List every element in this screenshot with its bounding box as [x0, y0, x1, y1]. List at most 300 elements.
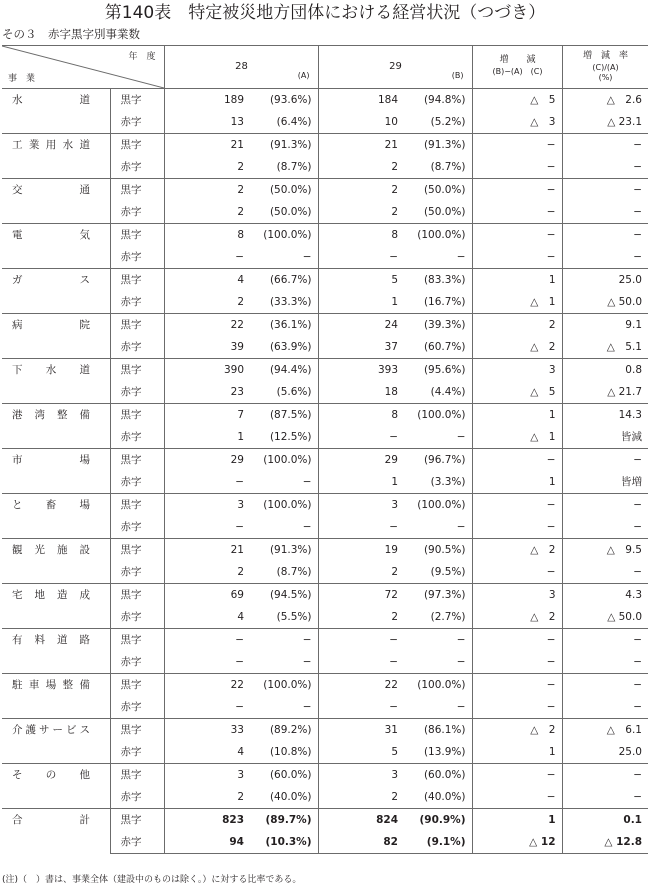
kind-cell: 黒字 [110, 764, 164, 787]
percent-29-cell: (9.1%) [398, 831, 472, 854]
diff-cell: △ 12 [472, 831, 562, 854]
table-row [2, 134, 648, 157]
rate-cell: − [562, 629, 648, 652]
business-name [12, 359, 90, 381]
rate-cell: 4.3 [562, 584, 648, 607]
diff-cell: 3 [472, 584, 562, 607]
kind-cell: 黒字 [110, 809, 164, 832]
diff-cell: 1 [472, 809, 562, 832]
business-name-cell [2, 449, 110, 494]
diff-cell: − [472, 674, 562, 697]
rate-cell: − [633, 566, 642, 578]
value-28-cell: 2 [237, 296, 244, 308]
table-row [2, 719, 648, 742]
business-name-char: 整 [57, 409, 68, 421]
kind-cell: 赤字 [110, 831, 164, 854]
value-29-cell: 1 [391, 476, 398, 488]
header-diff [472, 46, 562, 89]
rate-cell: − [633, 521, 642, 533]
value-28-cell: 3 [164, 764, 244, 787]
diff-cell: 1 [472, 404, 562, 427]
diff-cell: − [472, 156, 562, 179]
value-28-cell: − [164, 629, 244, 652]
kind-cell: 黒字 [110, 674, 164, 697]
diff-cell: − [472, 179, 562, 202]
business-name-char: 備 [79, 409, 90, 421]
business-name [12, 179, 90, 201]
business-name-char: と [12, 499, 23, 511]
table-row [2, 359, 648, 382]
value-29-cell: 10 [384, 116, 398, 128]
kind-cell: 赤字 [110, 696, 164, 719]
rate-cell: 皆増 [621, 476, 642, 488]
value-28-cell: 2 [237, 791, 244, 803]
kind-cell: 赤字 [110, 381, 164, 404]
percent-28-cell: (89.2%) [244, 719, 318, 742]
table-row [2, 179, 648, 202]
business-name-char: 道 [57, 634, 68, 646]
header-28-label: 28 [235, 61, 248, 72]
business-name-cell [2, 269, 110, 314]
value-29-cell: 3 [318, 764, 398, 787]
kind-cell: 黒字 [110, 89, 164, 112]
rate-cell: − [562, 449, 648, 472]
value-29-cell: 37 [384, 341, 398, 353]
value-29-cell: 21 [318, 134, 398, 157]
percent-29-cell: (96.7%) [398, 449, 472, 472]
business-name-char: 場 [45, 679, 57, 691]
rate-cell: 25.0 [618, 746, 642, 758]
percent-28-cell: (36.1%) [244, 314, 318, 337]
kind-cell: 黒字 [110, 629, 164, 652]
kind-cell: 黒字 [110, 179, 164, 202]
rate-cell: − [562, 674, 648, 697]
diff-cell: − [472, 651, 562, 674]
rate-cell: − [633, 206, 642, 218]
business-name [12, 539, 90, 561]
kind-cell: 赤字 [110, 291, 164, 314]
diff-cell: − [472, 134, 562, 157]
diff-cell: − [472, 516, 562, 539]
business-name-char: 整 [62, 679, 74, 691]
value-28-cell: 390 [164, 359, 244, 382]
header-29 [318, 46, 472, 89]
business-name-char: そ [12, 769, 23, 781]
table-row [2, 674, 648, 697]
value-28-cell: 2 [164, 179, 244, 202]
business-name-cell [2, 719, 110, 764]
percent-28-cell: (94.5%) [244, 584, 318, 607]
value-29-cell: 8 [318, 404, 398, 427]
value-29-cell: 2 [391, 611, 398, 623]
diff-cell: △ 3 [472, 111, 562, 134]
rate-cell: △ 50.0 [607, 296, 642, 308]
rate-cell: △ 6.1 [562, 719, 648, 742]
business-name-cell [2, 179, 110, 224]
business-name-char: 地 [34, 589, 45, 601]
rate-cell: 0.1 [562, 809, 648, 832]
value-29-cell: 2 [391, 791, 398, 803]
kind-cell: 赤字 [110, 426, 164, 449]
business-name-char: 湾 [34, 409, 45, 421]
kind-cell: 赤字 [110, 156, 164, 179]
value-28-cell: 189 [164, 89, 244, 112]
percent-28-cell: (5.5%) [244, 606, 318, 629]
percent-29-cell: (91.3%) [398, 134, 472, 157]
business-count-table [2, 45, 648, 854]
value-28-cell: − [235, 656, 244, 668]
diff-cell: △ 2 [472, 336, 562, 359]
value-28-cell: 2 [237, 566, 244, 578]
value-28-cell: 4 [237, 611, 244, 623]
business-name-cell [2, 224, 110, 269]
percent-28-cell: (93.6%) [244, 89, 318, 112]
value-28-cell: 4 [237, 746, 244, 758]
diff-cell: 3 [472, 359, 562, 382]
business-name-char: 護 [25, 724, 36, 736]
value-28-cell: 21 [164, 134, 244, 157]
value-28-cell: 1 [237, 431, 244, 443]
value-28-cell: 22 [164, 674, 244, 697]
value-29-cell: 3 [318, 494, 398, 517]
kind-cell: 赤字 [110, 786, 164, 809]
value-29-cell: 22 [318, 674, 398, 697]
value-29-cell: 824 [318, 809, 398, 832]
diff-cell: − [472, 764, 562, 787]
percent-28-cell: (50.0%) [244, 179, 318, 202]
value-29-cell: − [389, 656, 398, 668]
percent-29-cell: − [398, 426, 472, 449]
diff-cell: △ 2 [472, 539, 562, 562]
business-name [12, 134, 90, 156]
kind-cell: 黒字 [110, 269, 164, 292]
business-name-char: 合 [12, 814, 23, 826]
business-name-char: 業 [28, 139, 40, 151]
business-name [12, 719, 90, 741]
business-name-char: 水 [62, 139, 74, 151]
business-name-char: 畜 [45, 499, 57, 511]
value-29-cell: 2 [318, 179, 398, 202]
business-name-char: ガ [12, 274, 23, 286]
business-name-char: 有 [12, 634, 23, 646]
percent-28-cell: (40.0%) [244, 786, 318, 809]
business-name-char: 場 [79, 454, 90, 466]
value-29-cell: 393 [318, 359, 398, 382]
value-28-cell: 23 [230, 386, 244, 398]
business-name-char: 電 [12, 229, 23, 241]
kind-cell: 赤字 [110, 111, 164, 134]
percent-29-cell: (100.0%) [398, 404, 472, 427]
rate-cell: − [562, 494, 648, 517]
rate-cell: − [633, 161, 642, 173]
value-28-cell: 13 [230, 116, 244, 128]
corner-year-label: 年 度 [128, 52, 156, 62]
percent-28-cell: (66.7%) [244, 269, 318, 292]
business-name-char: 宅 [12, 589, 23, 601]
table-header-row [2, 46, 648, 89]
business-name-char: 交 [12, 184, 23, 196]
business-name-char: 計 [79, 814, 90, 826]
business-name-char: 路 [79, 634, 90, 646]
business-name-char: 料 [34, 634, 45, 646]
kind-cell: 赤字 [110, 651, 164, 674]
value-28-cell: 94 [164, 831, 244, 854]
header-rate [562, 46, 648, 89]
business-name-char: 市 [12, 454, 23, 466]
business-name-char: ビ [66, 724, 77, 736]
value-28-cell: 33 [164, 719, 244, 742]
diff-cell: − [472, 494, 562, 517]
kind-cell: 赤字 [110, 471, 164, 494]
value-29-cell: 1 [391, 296, 398, 308]
percent-29-cell: (100.0%) [398, 224, 472, 247]
percent-29-cell: (97.3%) [398, 584, 472, 607]
kind-cell: 黒字 [110, 314, 164, 337]
rate-cell: − [562, 134, 648, 157]
percent-29-cell: (60.7%) [398, 336, 472, 359]
table-row [2, 629, 648, 652]
percent-28-cell: (100.0%) [244, 449, 318, 472]
corner-business-label: 事 業 [8, 74, 36, 84]
business-name [12, 224, 90, 246]
business-name-cell [2, 809, 110, 854]
business-name-char: 成 [79, 589, 90, 601]
kind-cell: 黒字 [110, 404, 164, 427]
percent-29-cell: − [398, 246, 472, 269]
value-28-cell: 823 [164, 809, 244, 832]
value-28-cell: − [235, 701, 244, 713]
value-28-cell: − [235, 476, 244, 488]
diff-cell: − [472, 629, 562, 652]
business-name-char: 設 [79, 544, 90, 556]
business-name-char: 気 [79, 229, 90, 241]
percent-28-cell: − [244, 471, 318, 494]
rate-cell: 9.1 [562, 314, 648, 337]
value-29-cell: 31 [318, 719, 398, 742]
percent-28-cell: (8.7%) [244, 561, 318, 584]
value-28-cell: 2 [237, 206, 244, 218]
business-name-char: 造 [57, 589, 68, 601]
percent-28-cell: (100.0%) [244, 674, 318, 697]
percent-28-cell: (100.0%) [244, 494, 318, 517]
business-name-char: 介 [12, 724, 23, 736]
rate-cell: △ 21.7 [607, 386, 642, 398]
percent-29-cell: (83.3%) [398, 269, 472, 292]
header-28 [164, 46, 318, 89]
business-name [12, 764, 90, 786]
percent-29-cell: − [398, 651, 472, 674]
rate-cell: 14.3 [562, 404, 648, 427]
business-name [12, 809, 90, 831]
business-name-char: の [45, 769, 57, 781]
diff-cell: − [472, 449, 562, 472]
percent-28-cell: (8.7%) [244, 156, 318, 179]
percent-28-cell: (87.5%) [244, 404, 318, 427]
table-row [2, 449, 648, 472]
value-29-cell: 2 [391, 566, 398, 578]
value-29-cell: − [389, 701, 398, 713]
business-name [12, 89, 90, 111]
percent-29-cell: (8.7%) [398, 156, 472, 179]
value-28-cell: 29 [164, 449, 244, 472]
percent-29-cell: (9.5%) [398, 561, 472, 584]
kind-cell: 赤字 [110, 606, 164, 629]
business-name [12, 269, 90, 291]
percent-28-cell: − [244, 629, 318, 652]
header-rate-label: 増 減 率 [582, 51, 628, 61]
value-29-cell: 18 [384, 386, 398, 398]
business-name-char: 道 [79, 139, 90, 151]
header-diff-label: 増 減 [499, 55, 536, 65]
rate-cell: △ 2.6 [562, 89, 648, 112]
percent-29-cell: (50.0%) [398, 201, 472, 224]
value-29-cell: 19 [318, 539, 398, 562]
value-28-cell: 2 [237, 161, 244, 173]
rate-cell: − [633, 791, 642, 803]
value-29-cell: − [318, 629, 398, 652]
table-row [2, 89, 648, 112]
percent-28-cell: (100.0%) [244, 224, 318, 247]
value-29-cell: 2 [391, 206, 398, 218]
percent-28-cell: (10.3%) [244, 831, 318, 854]
percent-29-cell: (90.5%) [398, 539, 472, 562]
diff-cell: 1 [472, 269, 562, 292]
value-29-cell: 82 [318, 831, 398, 854]
diff-cell: − [472, 696, 562, 719]
business-name-char: 病 [12, 319, 23, 331]
rate-cell: 25.0 [562, 269, 648, 292]
business-name-char: 院 [79, 319, 90, 331]
business-name-char: 下 [12, 364, 23, 376]
kind-cell: 黒字 [110, 494, 164, 517]
percent-28-cell: (10.8%) [244, 741, 318, 764]
rate-cell: − [562, 179, 648, 202]
footnote: (注)（ ）書は、事業全体（建設中のものは除く。）に対する比率である。 [2, 875, 302, 885]
kind-cell: 黒字 [110, 584, 164, 607]
percent-29-cell: (100.0%) [398, 674, 472, 697]
value-28-cell: 22 [164, 314, 244, 337]
percent-29-cell: (13.9%) [398, 741, 472, 764]
rate-cell: 皆減 [621, 431, 642, 443]
percent-29-cell: − [398, 516, 472, 539]
value-28-cell: 4 [164, 269, 244, 292]
table-row [2, 584, 648, 607]
rate-cell: △ 12.8 [562, 831, 648, 854]
percent-29-cell: (2.7%) [398, 606, 472, 629]
rate-cell: 0.8 [562, 359, 648, 382]
header-29-label: 29 [389, 61, 402, 72]
business-name-char: 道 [79, 94, 90, 106]
percent-29-cell: (60.0%) [398, 764, 472, 787]
value-29-cell: − [389, 521, 398, 533]
business-name-char: 用 [45, 139, 57, 151]
business-name-char: 港 [12, 409, 23, 421]
rate-cell: − [562, 224, 648, 247]
percent-28-cell: − [244, 696, 318, 719]
value-28-cell: − [235, 251, 244, 263]
diff-cell: △ 1 [472, 426, 562, 449]
diff-cell: △ 5 [472, 381, 562, 404]
kind-cell: 赤字 [110, 336, 164, 359]
percent-28-cell: (60.0%) [244, 764, 318, 787]
rate-cell: △ 9.5 [562, 539, 648, 562]
diff-cell: 1 [472, 471, 562, 494]
percent-28-cell: (5.6%) [244, 381, 318, 404]
value-28-cell: 3 [164, 494, 244, 517]
percent-28-cell: − [244, 651, 318, 674]
kind-cell: 黒字 [110, 719, 164, 742]
diff-cell: − [472, 224, 562, 247]
business-name-cell [2, 134, 110, 179]
table-row [2, 404, 648, 427]
percent-28-cell: (33.3%) [244, 291, 318, 314]
value-28-cell: 21 [164, 539, 244, 562]
business-name-char: 備 [79, 679, 90, 691]
value-29-cell: 8 [318, 224, 398, 247]
business-name-char: 光 [34, 544, 45, 556]
value-28-cell: 39 [230, 341, 244, 353]
business-name-char: サ [39, 724, 50, 736]
table-row [2, 314, 648, 337]
percent-29-cell: (95.6%) [398, 359, 472, 382]
value-29-cell: − [389, 251, 398, 263]
percent-29-cell: − [398, 629, 472, 652]
value-29-cell: 72 [318, 584, 398, 607]
percent-29-cell: (4.4%) [398, 381, 472, 404]
business-name-char: 車 [28, 679, 40, 691]
percent-29-cell: (39.3%) [398, 314, 472, 337]
percent-28-cell: − [244, 516, 318, 539]
table-subtitle: その３ 赤字黒字別事業数 [2, 27, 140, 41]
business-name-char: 道 [79, 364, 90, 376]
percent-28-cell: (6.4%) [244, 111, 318, 134]
business-name-cell [2, 674, 110, 719]
percent-28-cell: (63.9%) [244, 336, 318, 359]
business-name-cell [2, 89, 110, 134]
business-name-char: 水 [12, 94, 23, 106]
header-diff-sub: (B)−(A) (C) [492, 67, 543, 76]
business-name-char: 水 [45, 364, 57, 376]
kind-cell: 赤字 [110, 516, 164, 539]
diff-cell: − [472, 246, 562, 269]
percent-28-cell: (50.0%) [244, 201, 318, 224]
percent-29-cell: (40.0%) [398, 786, 472, 809]
rate-cell: △ 50.0 [607, 611, 642, 623]
value-28-cell: − [235, 521, 244, 533]
table-row [2, 224, 648, 247]
rate-cell: − [633, 251, 642, 263]
rate-cell: − [562, 764, 648, 787]
percent-28-cell: − [244, 246, 318, 269]
value-29-cell: 5 [318, 269, 398, 292]
percent-28-cell: (89.7%) [244, 809, 318, 832]
table-row [2, 269, 648, 292]
percent-29-cell: (5.2%) [398, 111, 472, 134]
percent-29-cell: (50.0%) [398, 179, 472, 202]
business-name-cell [2, 629, 110, 674]
kind-cell: 黒字 [110, 449, 164, 472]
diff-cell: △ 5 [472, 89, 562, 112]
value-29-cell: − [389, 431, 398, 443]
kind-cell: 黒字 [110, 539, 164, 562]
business-name [12, 449, 90, 471]
table-row [2, 809, 648, 832]
business-name-char: 場 [79, 499, 90, 511]
business-name-cell [2, 359, 110, 404]
business-name [12, 674, 90, 696]
rate-cell: △ 23.1 [607, 116, 642, 128]
percent-29-cell: (100.0%) [398, 494, 472, 517]
